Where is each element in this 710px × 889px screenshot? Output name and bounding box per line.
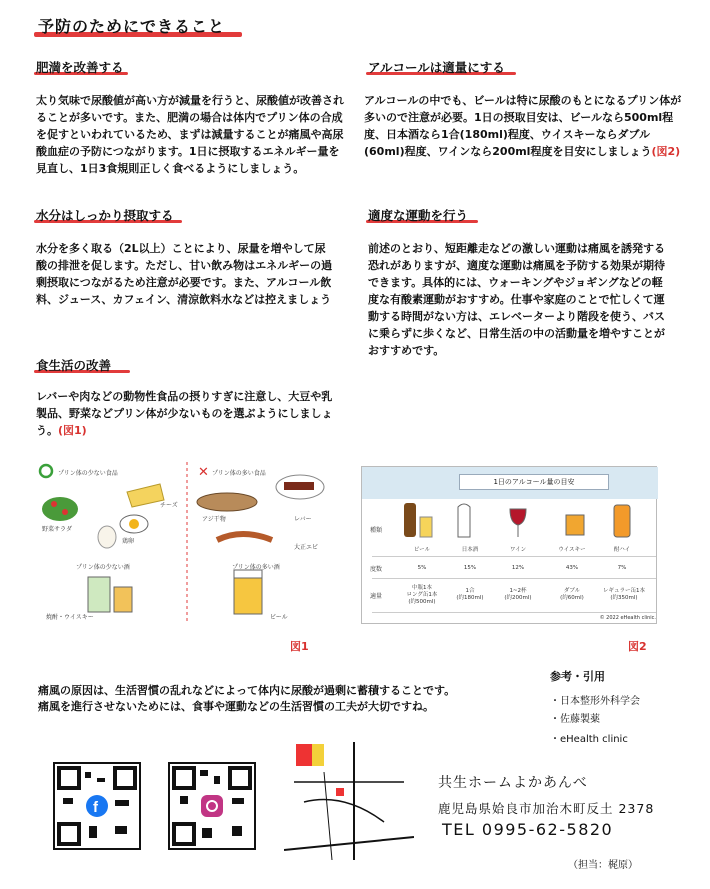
fig1-item: 大正エビ — [294, 544, 319, 551]
route-sign-icon — [296, 744, 312, 766]
facility-address: 鹿児島県姶良市加治木町反土 2378 — [438, 801, 655, 816]
table-title: 1日のアルコール量の目安 — [459, 474, 609, 490]
beer-mug-icon — [234, 574, 262, 614]
figure-2-table — [361, 466, 657, 624]
drink-amount: ダブル (約60ml) — [560, 588, 584, 601]
dried-fish-icon — [197, 493, 257, 511]
drink-abv: 43% — [565, 565, 579, 571]
instagram-qr-code[interactable] — [168, 762, 256, 850]
heading-diet: 食生活の改善 — [36, 358, 112, 373]
fig1-right-title: プリン体の多い食品 — [212, 470, 266, 477]
fig1-item: 鶏卵 — [122, 538, 135, 545]
drink-name: ウイスキー — [558, 547, 586, 553]
wine-glass-icon — [510, 509, 526, 525]
fig1-ref: (図1) — [58, 424, 87, 437]
drink-amount: 1~2杯 (約200ml) — [504, 588, 532, 601]
salad-icon — [42, 497, 78, 521]
fig1-item: アジ干物 — [202, 516, 226, 523]
figure-1-label: 図1 — [290, 640, 309, 653]
body-alcohol — [364, 92, 682, 160]
heading-water: 水分はしっかり摂取する — [36, 208, 174, 223]
instagram-icon — [201, 795, 223, 817]
fig1-item: レバー — [294, 516, 312, 523]
heading-alcohol: アルコールは適量にする — [368, 60, 505, 75]
figure-2-label: 図2 — [628, 640, 647, 653]
drink-abv: 12% — [511, 565, 525, 571]
body-water: 水分を多く取る（2L以上）ことにより、尿量を増やして尿酸の排泄を促します。ただし、甘い飲み物はエネルギーの過剰摂取につながるため注意が必要です。また、アルコール飲料、ジュース、カフェイン、清涼飲料水などは控えましょう — [36, 242, 333, 306]
facebook-qr-code[interactable] — [53, 762, 141, 850]
body-exercise: 前述のとおり、短距離走などの激しい運動は痛風を誘発する恐れがありますが、適度な運動は痛風を予防する効果が期待できます。具体的には、ウォーキングやジョギングなどの軽度な有酸素運動がおすすめ。仕事や家庭のことで忙しくて運動する時間がない方は、エレベーターより階段を使う、バスに乗らずに歩くなど、日常生活の中の活動量を増やすことがおすすめです。 — [368, 242, 665, 357]
access-map — [284, 742, 414, 860]
heading-obesity: 肥満を改善する — [36, 60, 124, 75]
drink-amount: レギュラー缶1本 (約350ml) — [603, 588, 645, 601]
shochu-glass-icon — [88, 577, 110, 612]
facility-name: 共生ホームよかあんべ — [438, 775, 588, 791]
drink-name: 酎ハイ — [613, 547, 631, 553]
fig1-drinks: ビール — [270, 614, 288, 621]
qr-pattern — [55, 764, 139, 848]
body-diet-text: レバーや肉などの動物性食品の摂りすぎに注意し、大豆や乳製品、野菜などプリン体が少ないものを選ぶようにしましょう。 — [36, 390, 333, 437]
chuhai-can-icon — [614, 505, 630, 537]
whisky-glass-icon — [566, 515, 584, 535]
drink-name: 日本酒 — [461, 547, 479, 553]
body-obesity: 太り気味で尿酸値が高い方が減量を行うと、尿酸値が改善されることが多いです。また、肥満の場合は体内でプリン体の合成を促すといわれているため、まずは減量することが痛風や高尿酸血症の予防につながります。1日に摂取するエネルギー量を見直し、1日3食規則正しく食べるようにしましょう。 — [36, 94, 344, 175]
row-label: 度数 — [370, 566, 383, 573]
home-marker-icon — [336, 788, 344, 796]
drink-amount: 1合 (約180ml) — [456, 588, 484, 601]
drink-name: ビール — [413, 547, 431, 553]
svg-text:f: f — [93, 799, 98, 816]
figure-1 — [32, 462, 342, 632]
shrimp-icon — [217, 534, 272, 540]
table-credit: © 2022 eHealth clinic. — [599, 615, 656, 621]
fig1-item: 野菜サラダ — [42, 526, 72, 533]
drink-abv: 5% — [417, 565, 427, 571]
reference-item: ・eHealth clinic — [550, 734, 628, 745]
sake-bottle-icon — [458, 504, 470, 537]
page-title: 予防のためにできること — [38, 17, 226, 36]
fig1-drinks: 焼酎・ウイスキー — [46, 614, 94, 621]
summary-line-2: 痛風を進行させないためには、食事や運動などの生活習慣の工夫が大切ですね。 — [38, 700, 434, 713]
fig1-drink-title: プリン体の少ない酒 — [76, 564, 130, 571]
reference-item: ・佐藤製薬 — [550, 714, 600, 725]
row-label: 適量 — [370, 593, 383, 600]
drink-amount: 中瓶1本 ロング缶1本 (約500ml) — [406, 585, 438, 605]
staff-name: （担当：梶原） — [568, 860, 638, 871]
whisky-glass-icon — [114, 587, 132, 612]
body-alcohol-text: アルコールの中でも、ビールは特に尿酸のもとになるプリン体が多いので注意が必要。1日の摂取目安は、ビールなら500ml程度、日本酒なら1合(180ml)程度、ウイスキーならダブル(60ml)程度、ワインなら200ml程度を目安にしましょう — [364, 94, 682, 158]
summary-line-1: 痛風の原因は、生活習慣の乱れなどによって体内に尿酸が過剰に蓄積することです。 — [38, 684, 456, 697]
reference-item: ・日本整形外科学会 — [550, 696, 640, 707]
beer-bottle-icon — [404, 503, 416, 537]
row-label: 種類 — [370, 527, 383, 534]
drink-abv: 7% — [617, 565, 627, 571]
qr-pattern — [170, 764, 254, 848]
fig1-item: チーズ — [160, 502, 178, 509]
body-diet — [36, 388, 336, 439]
fig2-ref: (図2) — [651, 145, 681, 158]
map-lines — [284, 742, 414, 860]
heading-exercise: 適度な運動を行う — [368, 208, 469, 223]
drink-name: ワイン — [509, 547, 527, 553]
ok-icon — [40, 465, 52, 477]
x-icon: ✕ — [198, 465, 209, 480]
cheese-icon — [127, 484, 164, 507]
facility-phone[interactable]: TEL 0995-62-5820 — [442, 820, 614, 839]
drink-abv: 15% — [463, 565, 477, 571]
fig1-left-title: プリン体の少ない食品 — [58, 470, 118, 477]
references-heading: 参考・引用 — [550, 670, 605, 683]
fig1-drink-title: プリン体の多い酒 — [232, 564, 280, 571]
